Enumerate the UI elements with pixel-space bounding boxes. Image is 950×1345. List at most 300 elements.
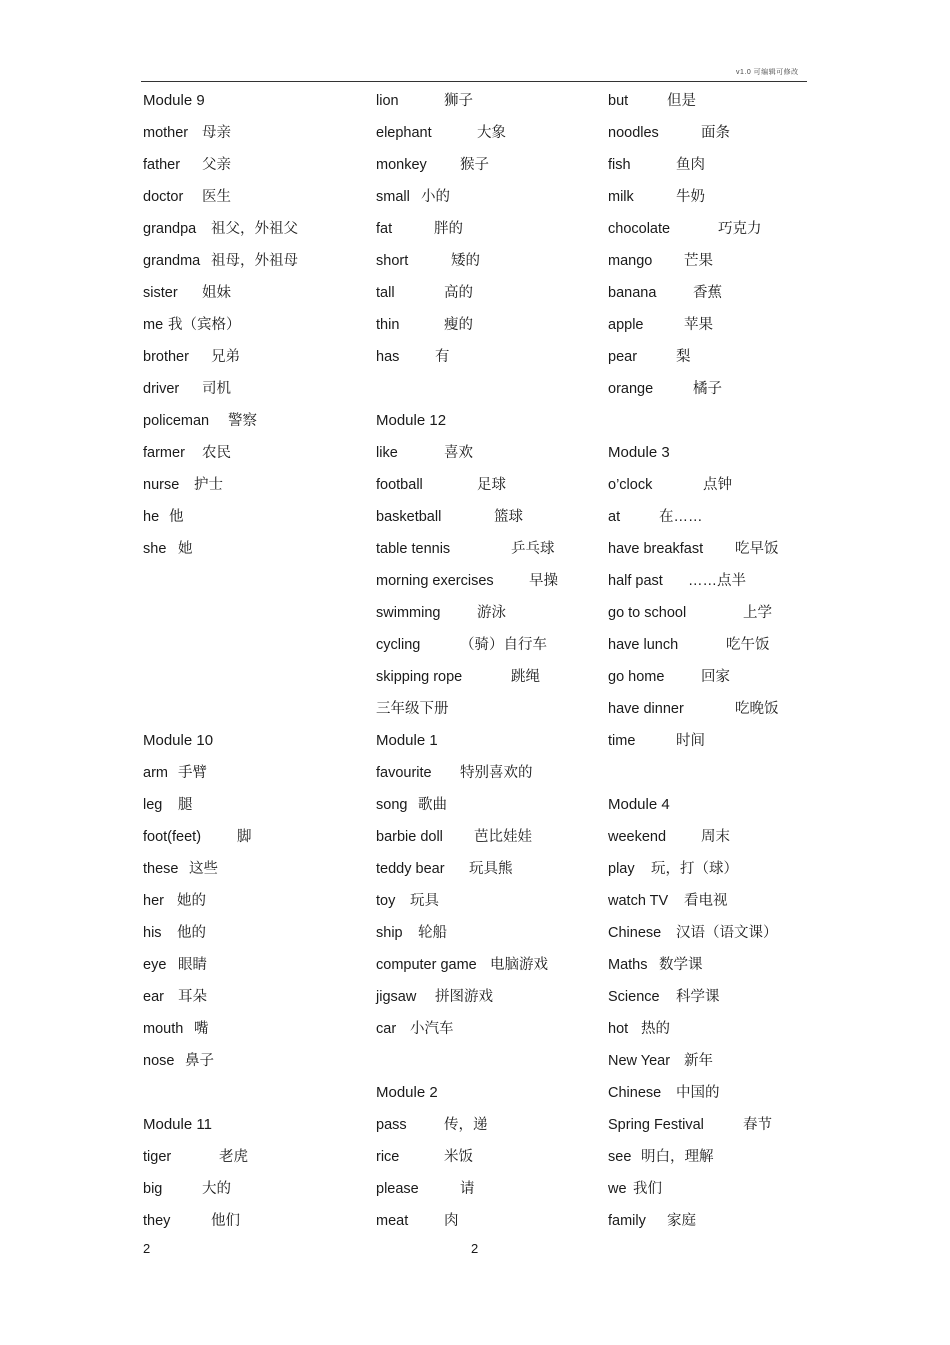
vocab-entry — [376, 249, 601, 281]
vocab-entry — [376, 1177, 601, 1209]
english-word: fat — [376, 221, 393, 237]
english-word: chocolate — [608, 221, 671, 237]
chinese-meaning: 传，递 — [444, 1117, 488, 1133]
chinese-meaning: 鱼肉 — [676, 157, 705, 173]
chinese-meaning: 苹果 — [684, 317, 713, 333]
vocab-entry — [376, 505, 601, 537]
module-title: Module 11 — [143, 1116, 212, 1133]
chinese-meaning: 司机 — [202, 381, 231, 397]
vocab-entry — [376, 953, 601, 985]
english-word: have lunch — [608, 637, 679, 653]
vocab-entry — [376, 441, 601, 473]
vocab-entry — [376, 1145, 601, 1177]
chinese-meaning: 乒乓球 — [511, 541, 555, 557]
vocab-entry — [608, 569, 833, 601]
english-word: basketball — [376, 509, 442, 525]
vocab-entry — [376, 665, 601, 697]
module-title: Module 2 — [376, 1084, 438, 1101]
english-word: we — [608, 1181, 627, 1197]
chinese-meaning: 脚 — [237, 829, 252, 845]
blank-line — [143, 569, 368, 601]
vocab-entry — [143, 153, 368, 185]
english-word: fish — [608, 157, 631, 173]
vocab-entry — [608, 377, 833, 409]
vocab-entry — [376, 121, 601, 153]
chinese-meaning: 猴子 — [460, 157, 489, 173]
vocab-entry — [143, 281, 368, 313]
chinese-meaning: 老虎 — [219, 1149, 248, 1165]
vocab-entry — [143, 1049, 368, 1081]
module-heading — [608, 441, 833, 473]
english-word: song — [376, 797, 408, 813]
english-word: short — [376, 253, 409, 269]
vocab-entry — [376, 345, 601, 377]
chinese-meaning: 母亲 — [202, 125, 231, 141]
vocab-entry — [376, 217, 601, 249]
chinese-meaning: 她的 — [177, 893, 206, 909]
chinese-meaning: 香蕉 — [693, 285, 722, 301]
vocab-entry — [608, 537, 833, 569]
chinese-meaning: 眼睛 — [178, 957, 207, 973]
vocab-entry — [143, 1177, 368, 1209]
chinese-meaning: 春节 — [743, 1117, 772, 1133]
blank-line — [143, 633, 368, 665]
chinese-meaning: 面条 — [701, 125, 730, 141]
english-word: car — [376, 1021, 397, 1037]
vocab-entry — [608, 825, 833, 857]
vocab-entry — [608, 921, 833, 953]
english-word: banana — [608, 285, 657, 301]
chinese-meaning: 科学课 — [676, 989, 720, 1005]
header-rule — [141, 81, 807, 82]
vocab-entry — [608, 1017, 833, 1049]
module-title: Module 9 — [143, 92, 205, 109]
chinese-meaning: 米饭 — [444, 1149, 473, 1165]
english-word: cycling — [376, 637, 421, 653]
chinese-meaning: 手臂 — [178, 765, 207, 781]
chinese-meaning: 有 — [435, 349, 450, 365]
chinese-meaning: 吃早饭 — [735, 541, 779, 557]
page-number-left: 2 — [143, 1241, 151, 1256]
chinese-meaning: 耳朵 — [178, 989, 207, 1005]
chinese-meaning: 上学 — [743, 605, 772, 621]
english-word: me — [143, 317, 164, 333]
module-title: Module 1 — [376, 732, 438, 749]
blank-line — [143, 697, 368, 729]
module-title: Module 3 — [608, 444, 670, 461]
vocab-entry — [143, 377, 368, 409]
vocab-entry — [143, 921, 368, 953]
chinese-meaning: 周末 — [701, 829, 730, 845]
english-word: time — [608, 733, 636, 749]
vocab-entry — [376, 793, 601, 825]
vocab-entry — [608, 1209, 833, 1241]
vocab-entry — [376, 1113, 601, 1145]
module-heading — [143, 89, 368, 121]
chinese-meaning: 看电视 — [684, 893, 728, 909]
chinese-meaning: 瘦的 — [444, 317, 473, 333]
blank-line — [608, 409, 833, 441]
english-word: favourite — [376, 765, 432, 781]
vocab-entry — [143, 345, 368, 377]
vocab-entry — [376, 761, 601, 793]
chinese-meaning: 矮的 — [451, 253, 480, 269]
english-word: ship — [376, 925, 403, 941]
english-word: his — [143, 925, 162, 941]
vocab-entry — [608, 1049, 833, 1081]
chinese-meaning: 在…… — [659, 509, 703, 525]
english-word: skipping rope — [376, 669, 463, 685]
english-word: ear — [143, 989, 164, 1005]
english-word: teddy bear — [376, 861, 445, 877]
english-word: 三年级下册 — [376, 701, 449, 717]
module-title: Module 4 — [608, 796, 670, 813]
vocab-entry — [608, 217, 833, 249]
chinese-meaning: 家庭 — [667, 1213, 696, 1229]
vocab-entry — [608, 633, 833, 665]
chinese-meaning: 腿 — [178, 797, 193, 813]
chinese-meaning: 兄弟 — [211, 349, 240, 365]
english-word: driver — [143, 381, 180, 397]
chinese-meaning: 时间 — [676, 733, 705, 749]
chinese-meaning: 但是 — [667, 93, 696, 109]
chinese-meaning: 他的 — [177, 925, 206, 941]
chinese-meaning: 橘子 — [693, 381, 722, 397]
vocab-entry — [608, 697, 833, 729]
english-word: mouth — [143, 1021, 184, 1037]
vocab-entry — [608, 249, 833, 281]
vocab-entry — [376, 857, 601, 889]
vocab-entry — [143, 249, 368, 281]
english-word: elephant — [376, 125, 432, 141]
vocab-entry — [376, 1209, 601, 1241]
english-word: pear — [608, 349, 638, 365]
english-word: Chinese — [608, 1085, 662, 1101]
chinese-meaning: 小汽车 — [410, 1021, 454, 1037]
vocab-entry — [608, 473, 833, 505]
english-word: go to school — [608, 605, 687, 621]
english-word: barbie doll — [376, 829, 443, 845]
english-word: he — [143, 509, 160, 525]
chinese-meaning: 回家 — [701, 669, 730, 685]
english-word: see — [608, 1149, 632, 1165]
chinese-meaning: 明白，理解 — [641, 1149, 714, 1165]
module-heading — [608, 793, 833, 825]
chinese-meaning: 祖父，外祖父 — [211, 221, 298, 237]
chinese-meaning: 大的 — [202, 1181, 231, 1197]
chinese-meaning: 嘴 — [194, 1021, 209, 1037]
english-word: family — [608, 1213, 646, 1229]
chinese-meaning: 篮球 — [494, 509, 523, 525]
vocab-entry — [376, 697, 601, 729]
english-word: at — [608, 509, 621, 525]
module-heading — [143, 729, 368, 761]
chinese-meaning: 狮子 — [444, 93, 473, 109]
english-word: apple — [608, 317, 644, 333]
vocab-entry — [376, 825, 601, 857]
vocab-entry — [143, 537, 368, 569]
english-word: sister — [143, 285, 178, 301]
module-heading — [143, 1113, 368, 1145]
english-word: weekend — [608, 829, 667, 845]
vocab-entry — [608, 1081, 833, 1113]
english-word: play — [608, 861, 635, 877]
english-word: milk — [608, 189, 634, 205]
vocab-entry — [143, 985, 368, 1017]
english-word: have dinner — [608, 701, 684, 717]
chinese-meaning: 芒果 — [684, 253, 713, 269]
english-word: foot(feet) — [143, 829, 202, 845]
english-word: leg — [143, 797, 163, 813]
english-word: New Year — [608, 1053, 671, 1069]
chinese-meaning: 这些 — [189, 861, 218, 877]
chinese-meaning: 牛奶 — [676, 189, 705, 205]
chinese-meaning: 医生 — [202, 189, 231, 205]
english-word: rice — [376, 1149, 400, 1165]
chinese-meaning: 点钟 — [703, 477, 732, 493]
vocab-entry — [608, 889, 833, 921]
vocab-entry — [608, 313, 833, 345]
chinese-meaning: 小的 — [421, 189, 450, 205]
chinese-meaning: 足球 — [477, 477, 506, 493]
english-word: computer game — [376, 957, 477, 973]
vocab-entry — [376, 185, 601, 217]
english-word: father — [143, 157, 181, 173]
vocab-entry — [376, 473, 601, 505]
english-word: football — [376, 477, 423, 493]
chinese-meaning: 姐妹 — [202, 285, 231, 301]
chinese-meaning: 他 — [169, 509, 184, 525]
english-word: small — [376, 189, 410, 205]
english-word: lion — [376, 93, 399, 109]
chinese-meaning: 汉语（语文课） — [676, 925, 778, 941]
module-title: Module 10 — [143, 732, 214, 749]
chinese-meaning: 我（宾格） — [168, 317, 241, 333]
chinese-meaning: 玩具熊 — [469, 861, 513, 877]
english-word: they — [143, 1213, 171, 1229]
vocab-entry — [143, 857, 368, 889]
english-word: jigsaw — [376, 989, 417, 1005]
chinese-meaning: 大象 — [477, 125, 506, 141]
blank-line — [143, 601, 368, 633]
vocab-entry — [143, 473, 368, 505]
vocab-column-1 — [143, 89, 368, 1241]
english-word: Science — [608, 989, 660, 1005]
vocab-entry — [608, 1145, 833, 1177]
english-word: please — [376, 1181, 419, 1197]
vocab-entry — [608, 185, 833, 217]
english-word: brother — [143, 349, 189, 365]
chinese-meaning: 新年 — [684, 1053, 713, 1069]
vocab-entry — [608, 665, 833, 697]
vocab-entry — [143, 825, 368, 857]
chinese-meaning: 父亲 — [202, 157, 231, 173]
english-word: have breakfast — [608, 541, 704, 557]
vocab-entry — [143, 1017, 368, 1049]
blank-line — [143, 665, 368, 697]
chinese-meaning: 护士 — [194, 477, 223, 493]
vocab-entry — [608, 953, 833, 985]
vocab-entry — [143, 185, 368, 217]
english-word: noodles — [608, 125, 659, 141]
english-word: big — [143, 1181, 163, 1197]
english-word: farmer — [143, 445, 185, 461]
vocab-entry — [376, 633, 601, 665]
english-word: orange — [608, 381, 654, 397]
vocab-entry — [143, 889, 368, 921]
vocab-entry — [608, 281, 833, 313]
vocab-entry — [143, 313, 368, 345]
vocab-entry — [143, 409, 368, 441]
english-word: Maths — [608, 957, 648, 973]
vocab-entry — [143, 121, 368, 153]
chinese-meaning: 鼻子 — [185, 1053, 214, 1069]
blank-line — [143, 1081, 368, 1113]
chinese-meaning: 她 — [178, 541, 193, 557]
english-word: she — [143, 541, 167, 557]
vocab-entry — [143, 953, 368, 985]
blank-line — [376, 1049, 601, 1081]
english-word: nose — [143, 1053, 175, 1069]
vocab-column-2 — [376, 89, 601, 1241]
chinese-meaning: 拼图游戏 — [435, 989, 493, 1005]
english-word: morning exercises — [376, 573, 494, 589]
chinese-meaning: 他们 — [211, 1213, 240, 1229]
chinese-meaning: 喜欢 — [444, 445, 473, 461]
vocab-entry — [376, 601, 601, 633]
english-word: grandma — [143, 253, 201, 269]
chinese-meaning: 电脑游戏 — [490, 957, 548, 973]
english-word: like — [376, 445, 398, 461]
vocab-entry — [608, 505, 833, 537]
vocab-entry — [143, 505, 368, 537]
vocab-entry — [376, 313, 601, 345]
english-word: has — [376, 349, 400, 365]
chinese-meaning: 中国的 — [676, 1085, 720, 1101]
vocab-entry — [608, 345, 833, 377]
english-word: her — [143, 893, 164, 909]
vocab-entry — [608, 857, 833, 889]
vocab-column-3 — [608, 89, 833, 1241]
english-word: arm — [143, 765, 168, 781]
vocab-entry — [608, 729, 833, 761]
vocab-entry — [608, 121, 833, 153]
vocab-entry — [608, 601, 833, 633]
vocab-entry — [608, 89, 833, 121]
chinese-meaning: 巧克力 — [718, 221, 762, 237]
english-word: eye — [143, 957, 167, 973]
english-word: mango — [608, 253, 653, 269]
chinese-meaning: 我们 — [633, 1181, 662, 1197]
english-word: these — [143, 861, 179, 877]
chinese-meaning: 肉 — [444, 1213, 459, 1229]
english-word: tiger — [143, 1149, 172, 1165]
english-word: policeman — [143, 413, 210, 429]
page-number-middle: 2 — [471, 1241, 479, 1256]
chinese-meaning: 跳绳 — [511, 669, 540, 685]
blank-line — [608, 761, 833, 793]
chinese-meaning: 早操 — [529, 573, 558, 589]
chinese-meaning: 轮船 — [418, 925, 447, 941]
chinese-meaning: 特别喜欢的 — [460, 765, 533, 781]
chinese-meaning: 玩具 — [410, 893, 439, 909]
module-heading — [376, 729, 601, 761]
chinese-meaning: 梨 — [676, 349, 691, 365]
chinese-meaning: 请 — [460, 1181, 475, 1197]
vocab-entry — [376, 89, 601, 121]
english-word: toy — [376, 893, 396, 909]
english-word: Spring Festival — [608, 1117, 704, 1133]
chinese-meaning: 玩，打（球） — [651, 861, 738, 877]
chinese-meaning: ……点半 — [688, 573, 746, 589]
english-word: watch TV — [608, 893, 669, 909]
chinese-meaning: （骑）自行车 — [460, 637, 547, 653]
english-word: monkey — [376, 157, 427, 173]
vocab-entry — [376, 1017, 601, 1049]
english-word: swimming — [376, 605, 441, 621]
chinese-meaning: 高的 — [444, 285, 473, 301]
vocab-entry — [608, 153, 833, 185]
english-word: tall — [376, 285, 395, 301]
module-title: Module 12 — [376, 412, 447, 429]
chinese-meaning: 热的 — [641, 1021, 670, 1037]
chinese-meaning: 祖母，外祖母 — [211, 253, 298, 269]
english-word: thin — [376, 317, 400, 333]
vocab-entry — [376, 569, 601, 601]
vocab-entry — [143, 1209, 368, 1241]
vocab-entry — [143, 1145, 368, 1177]
vocab-entry — [608, 1177, 833, 1209]
module-heading — [376, 409, 601, 441]
english-word: table tennis — [376, 541, 451, 557]
chinese-meaning: 胖的 — [434, 221, 463, 237]
vocab-entry — [608, 1113, 833, 1145]
english-word: o’clock — [608, 477, 653, 493]
header-note: v1.0 可编辑可修改 — [736, 69, 799, 76]
english-word: meat — [376, 1213, 409, 1229]
english-word: grandpa — [143, 221, 197, 237]
chinese-meaning: 游泳 — [477, 605, 506, 621]
vocab-entry — [376, 153, 601, 185]
vocab-entry — [376, 921, 601, 953]
vocab-entry — [143, 761, 368, 793]
english-word: Chinese — [608, 925, 662, 941]
chinese-meaning: 农民 — [202, 445, 231, 461]
english-word: nurse — [143, 477, 180, 493]
chinese-meaning: 吃晚饭 — [735, 701, 779, 717]
blank-line — [376, 377, 601, 409]
vocab-entry — [143, 793, 368, 825]
english-word: half past — [608, 573, 663, 589]
vocab-entry — [143, 217, 368, 249]
english-word: pass — [376, 1117, 407, 1133]
english-word: hot — [608, 1021, 629, 1037]
vocab-entry — [608, 985, 833, 1017]
english-word: go home — [608, 669, 665, 685]
vocab-entry — [376, 985, 601, 1017]
chinese-meaning: 芭比娃娃 — [474, 829, 532, 845]
chinese-meaning: 吃午饭 — [726, 637, 770, 653]
english-word: doctor — [143, 189, 184, 205]
chinese-meaning: 数学课 — [659, 957, 703, 973]
english-word: but — [608, 93, 629, 109]
vocab-entry — [376, 281, 601, 313]
vocab-entry — [376, 537, 601, 569]
english-word: mother — [143, 125, 189, 141]
chinese-meaning: 歌曲 — [418, 797, 447, 813]
vocab-entry — [376, 889, 601, 921]
module-heading — [376, 1081, 601, 1113]
